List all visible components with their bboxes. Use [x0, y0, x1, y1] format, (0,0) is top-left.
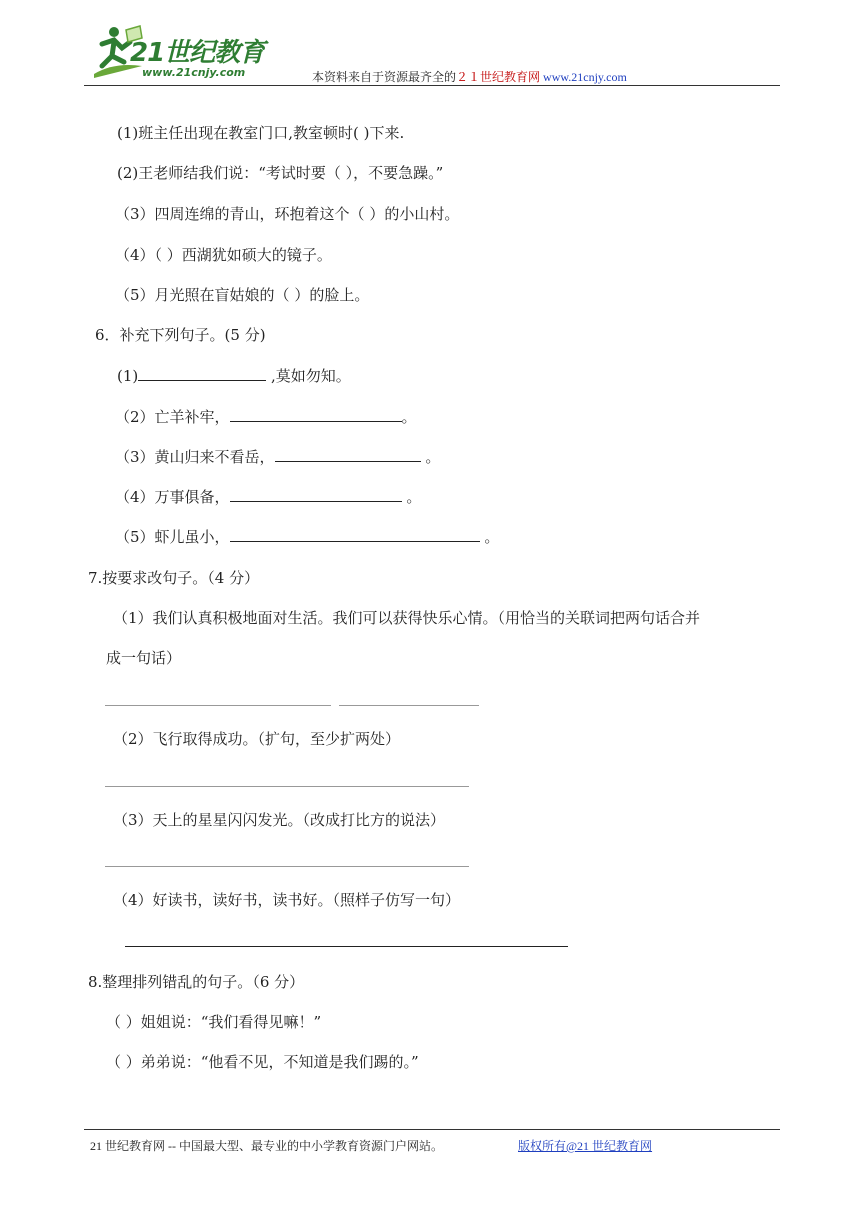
- s7-item-1-line-2: 成一句话）: [106, 649, 182, 667]
- s5-item-1: (1)班主任出现在教室门口,教室顿时( )下来.: [117, 124, 405, 142]
- s6-item-4-blank[interactable]: [230, 487, 402, 502]
- s6-item-5-post: 。: [479, 528, 500, 546]
- s6-item-1-pre: (1): [117, 367, 139, 385]
- s6-item-1: [117, 366, 351, 386]
- s6-item-1-blank[interactable]: [138, 366, 266, 381]
- footer-copyright-link[interactable]: 版权所有@21 世纪教育网: [518, 1139, 653, 1153]
- s8-item-2: （ ）弟弟说：“他看不见，不知道是我们踢的。”: [106, 1053, 419, 1071]
- s5-item-2: (2)王老师结我们说：“考试时要（ ），不要急躁。”: [117, 164, 444, 182]
- header-source-url: www.21cnjy.com: [543, 70, 627, 84]
- s7-item-1-line-1: （1）我们认真积极地面对生活。我们可以获得快乐心情。（用恰当的关联词把两句话合并: [113, 609, 701, 627]
- s5-item-4: （4）（ ）西湖犹如硕大的镜子。: [115, 246, 332, 264]
- s6-item-2: [115, 407, 417, 427]
- s6-item-3-pre: （3）黄山归来不看岳，: [115, 448, 275, 466]
- footer-left-text: 21 世纪教育网 -- 中国最大型、最专业的中小学教育资源门户网站。: [90, 1139, 443, 1153]
- s5-item-3: （3）四周连绵的青山，环抱着这个（ ）的小山村。: [115, 205, 460, 223]
- logo-url-text: www.21cnjy.com: [142, 66, 246, 79]
- s8-title: 8.整理排列错乱的句子。（6 分）: [88, 973, 305, 991]
- s6-item-4: [115, 487, 421, 507]
- footer-rule: [84, 1129, 780, 1130]
- s6-item-2-blank[interactable]: [230, 407, 402, 422]
- s8-item-1: （ ）姐姐说：“我们看得见嘛！”: [106, 1013, 322, 1031]
- header-source: [312, 68, 627, 85]
- s7-answer-line-1a[interactable]: [105, 705, 331, 706]
- s7-item-2: （2）飞行取得成功。（扩句，至少扩两处）: [113, 730, 401, 748]
- s6-item-4-pre: （4）万事俱备，: [115, 488, 230, 506]
- s5-item-5: （5）月光照在盲姑娘的（ ）的脸上。: [115, 286, 370, 304]
- header-source-site: ２１世纪教育网: [456, 70, 541, 84]
- s6-item-5-pre: （5）虾儿虽小，: [115, 528, 230, 546]
- s6-item-3: [115, 447, 440, 467]
- header-rule: [84, 85, 780, 86]
- logo-main-text: 21世纪教育: [130, 38, 265, 68]
- header-source-prefix: 本资料来自于资源最齐全的: [312, 70, 457, 84]
- s6-item-4-post: 。: [401, 488, 422, 506]
- s7-answer-line-1b[interactable]: [339, 705, 479, 706]
- s7-item-4: （4）好读书，读好书，读书好。（照样子仿写一句）: [113, 891, 461, 909]
- s7-answer-line-4[interactable]: [125, 946, 568, 947]
- s6-item-2-pre: （2）亡羊补牢，: [115, 408, 230, 426]
- s6-item-1-post: ,莫如勿知。: [266, 367, 351, 385]
- s7-item-3: （3）天上的星星闪闪发光。（改成打比方的说法）: [113, 811, 446, 829]
- s7-answer-line-3[interactable]: [105, 866, 469, 867]
- s6-item-5-blank[interactable]: [230, 527, 480, 542]
- s7-answer-line-2[interactable]: [105, 786, 469, 787]
- s6-item-5: [115, 527, 499, 547]
- s6-item-3-post: 。: [420, 448, 441, 466]
- s7-title: 7.按要求改句子。（4 分）: [88, 569, 260, 587]
- s6-item-3-blank[interactable]: [275, 447, 421, 462]
- s6-item-2-post: 。: [401, 408, 417, 426]
- s6-title: 6．补充下列句子。(5 分): [95, 326, 266, 344]
- logo: [84, 22, 284, 82]
